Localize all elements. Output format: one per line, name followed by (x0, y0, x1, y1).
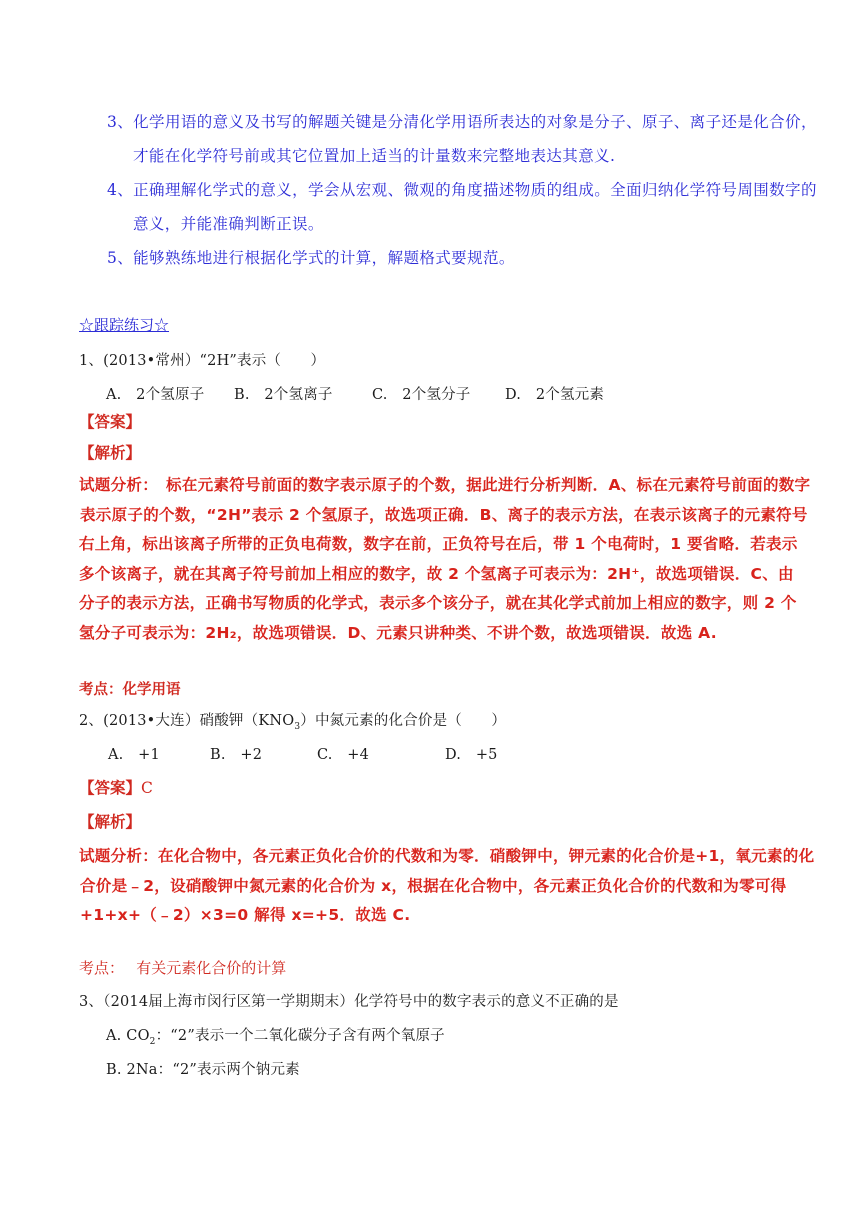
keypoint-3-line2: 才能在化学符号前或其它位置加上适当的计量数来完整地表达其意义. (133, 147, 616, 165)
keypoint-4-line2: 意义，并能准确判断正误。 (133, 215, 324, 233)
q2-option-c: C. +4 (317, 747, 370, 763)
keypoint-5: 5、能够熟练地进行根据化学式的计算，解题格式要规范。 (107, 249, 515, 267)
q2-stem-subscript: 3 (294, 721, 301, 732)
q1-analysis-line: 氢分子可表示为：2H₂，故选项错误．D、元素只讲种类、不讲个数，故选项错误．故选 A. (79, 623, 717, 642)
q2-analysis-line: +1+x+（﹣2）×3=0 解得 x=+5．故选 C. (80, 906, 411, 924)
q2-stem (79, 709, 506, 732)
q2-answer (79, 776, 153, 798)
q1-analysis-line: 分子的表示方法，正确书写物质的化学式，表示多个该分子，就在其化学式前加上相应的数字，则 2 个 (79, 594, 797, 612)
q2-options (108, 743, 498, 764)
q1-analysis-line: 试题分析： 标在元素符号前面的数字表示原子的个数，据此进行分析判断．A、标在元素符号前面的数字 (79, 476, 811, 494)
q2-kaodian: 考点： 有关元素化合价的计算 (79, 959, 287, 977)
q1-analysis-line: 多个该离子，就在其离子符号前加上相应的数字，故 2 个氢离子可表示为：2H⁺，故选项错误．C、由 (79, 564, 794, 583)
q1-analysis-line: 表示原子的个数，“2H”表示 2 个氢原子，故选项正确．B、离子的表示方法，在表示该离子的元素符号 (80, 505, 808, 524)
q1-answer-label: 【答案】 (79, 412, 142, 431)
q2-stem-part1: 2、(2013•大连）硝酸钾（KNO (79, 713, 295, 729)
q2-analysis-label: 【解析】 (79, 812, 142, 831)
q1-option-c: C. 2个氢分子 (372, 387, 471, 403)
q2-option-d: D. +5 (445, 747, 498, 763)
keypoint-4-line1: 4、正确理解化学式的意义，学会从宏观、微观的角度描述物质的组成。全面归纳化学符号周围数字的 (107, 181, 817, 199)
q1-options (106, 383, 604, 404)
q1-analysis-line: 右上角，标出该离子所带的正负电荷数，数字在前，正负符号在后，带 1 个电荷时，1 要省略．若表示 (79, 535, 798, 553)
q3-stem: 3、（2014届上海市闵行区第一学期期末）化学符号中的数字表示的意义不正确的是 (79, 994, 619, 1010)
q1-option-b: B. 2个氢离子 (234, 387, 333, 403)
q1-kaodian: 考点：化学用语 (79, 681, 181, 698)
q1-analysis-label: 【解析】 (79, 443, 142, 462)
q3-option-a (106, 1024, 445, 1047)
q2-option-a: A. +1 (108, 747, 160, 763)
q2-answer-value: C (141, 779, 153, 797)
q2-option-b: B. +2 (210, 747, 263, 763)
q1-analysis (79, 471, 810, 648)
q1-option-a: A. 2个氢原子 (106, 387, 205, 403)
q1-stem: 1、(2013•常州）“2H”表示（ ） (79, 353, 326, 369)
q3-option-a-part1: A. CO (106, 1028, 150, 1044)
q1-option-d: D. 2个氢元素 (505, 387, 605, 403)
q2-stem-part2: ）中氮元素的化合价是（ ） (300, 713, 507, 729)
q2-answer-label: 【答案】 (79, 778, 142, 797)
q2-analysis-line: 合价是﹣2，设硝酸钾中氮元素的化合价为 x，根据在化合物中，各元素正负化合价的代数和为零可得 (80, 876, 787, 895)
q3-option-a-part2: ：“2”表示一个二氧化碳分子含有两个氧原子 (155, 1028, 445, 1044)
practice-heading: ☆跟踪练习☆ (79, 316, 170, 334)
q3-option-a-subscript: 2 (149, 1036, 156, 1047)
q3-option-b: B. 2Na：“2”表示两个钠元素 (106, 1062, 300, 1078)
q2-analysis (79, 842, 814, 931)
keypoint-3-line1: 3、化学用语的意义及书写的解题关键是分清化学用语所表达的对象是分子、原子、离子还是化合价， (107, 113, 817, 131)
q2-analysis-line: 试题分析：在化合物中，各元素正负化合价的代数和为零．硝酸钾中，钾元素的化合价是+1，氧元素的化 (79, 847, 815, 865)
